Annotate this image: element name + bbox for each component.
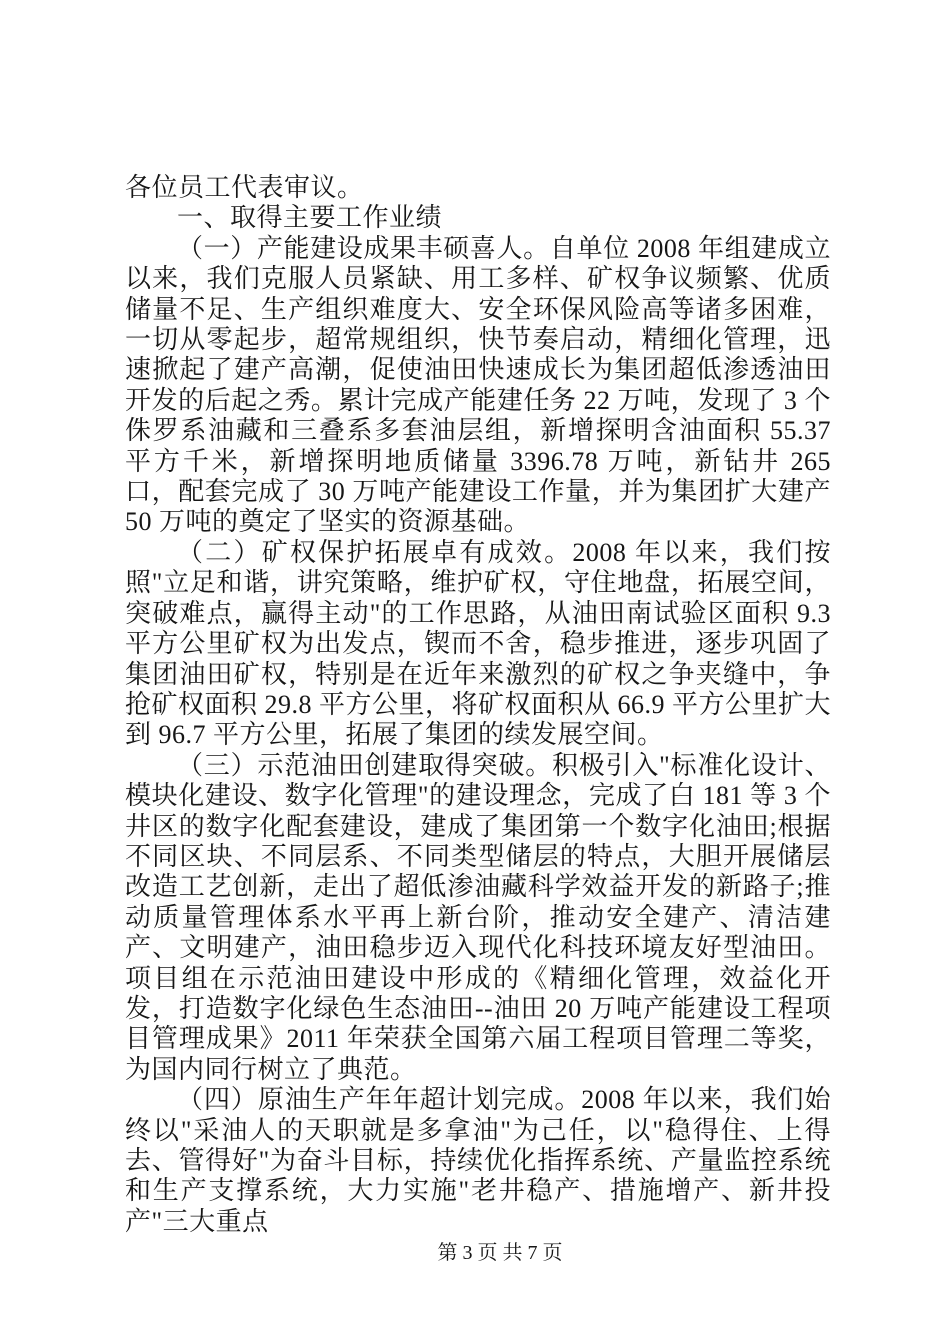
section-heading-work-achievements: 一、取得主要工作业绩 (177, 203, 443, 233)
paragraph-item-4-crude-oil-production: （四）原油生产年年超计划完成。2008 年以来，我们始终以"采油人的天职就是多拿油"为己任，以"稳得住、上得去、管得好"为奋斗目标，持续优化指挥系统、产量监控系统和生产支撑系统，大力实施"老井稳产、措施增产、新井投产"三大重点 (125, 1085, 831, 1236)
page-footer (0, 1240, 950, 1266)
paragraph-item-2-mining-rights: （二）矿权保护拓展卓有成效。2008 年以来，我们按照"立足和谐，讲究策略，维护矿权，守住地盘，拓展空间，突破难点，赢得主动"的工作思路，从油田南试验区面积 9.3 平方公里矿权为出发点，锲而不舍，稳步推进，逐步巩固了集团油田矿权，特别是在近年来激烈的矿权之争夹缝中，争抢矿权面积 29.8 平方公里，将矿权面积从 66.9 平方公里扩大到 96.7 平方公里，拓展了集团的续发展空间。 (125, 537, 832, 750)
document-body (125, 173, 831, 1237)
paragraph-item-3-demonstration-oilfield: （三）示范油田创建取得突破。积极引入"标准化设计、模块化建设、数字化管理"的建设理念，完成了白 181 等 3 个井区的数字化配套建设，建成了集团第一个数字化油田;根据不同区块、不同层系、不同类型储层的特点，大胆开展储层改造工艺创新，走出了超低渗油藏科学效益开发的新路子;推动质量管理体系水平再上新台阶，推动安全建产、清洁建产、文明建产，油田稳步迈入现代化科技环境友好型油田。项目组在示范油田建设中形成的《精细化管理，效益化开发，打造数字化绿色生态油田--油田 20 万吨产能建设工程项目管理成果》2011 年荣获全国第六届工程项目管理二等奖，为国内同行树立了典范。 (125, 750, 831, 1084)
paragraph-continuation: 各位员工代表审议。 (125, 173, 364, 202)
paragraph-item-1-capacity-construction: （一）产能建设成果丰硕喜人。自单位 2008 年组建成立以来，我们克服人员紧缺、用工多样、矿权争议频繁、优质储量不足、生产组织难度大、安全环保风险高等诸多困难，一切从零起步，超常规组织，快节奏启动，精细化管理，迅速掀起了建产高潮，促使油田快速成长为集团超低渗透油田开发的后起之秀。累计完成产能建任务 22 万吨，发现了 3 个侏罗系油藏和三叠系多套油层组，新增探明含油面积 55.37 平方千米，新增探明地质储量 3396.78 万吨，新钻井 265 口，配套完成了 30 万吨产能建设工作量，并为集团扩大建产 50 万吨的奠定了坚实的资源基础。 (125, 233, 831, 537)
page-number-label: 第 3 页 共 7 页 (437, 1242, 563, 1264)
